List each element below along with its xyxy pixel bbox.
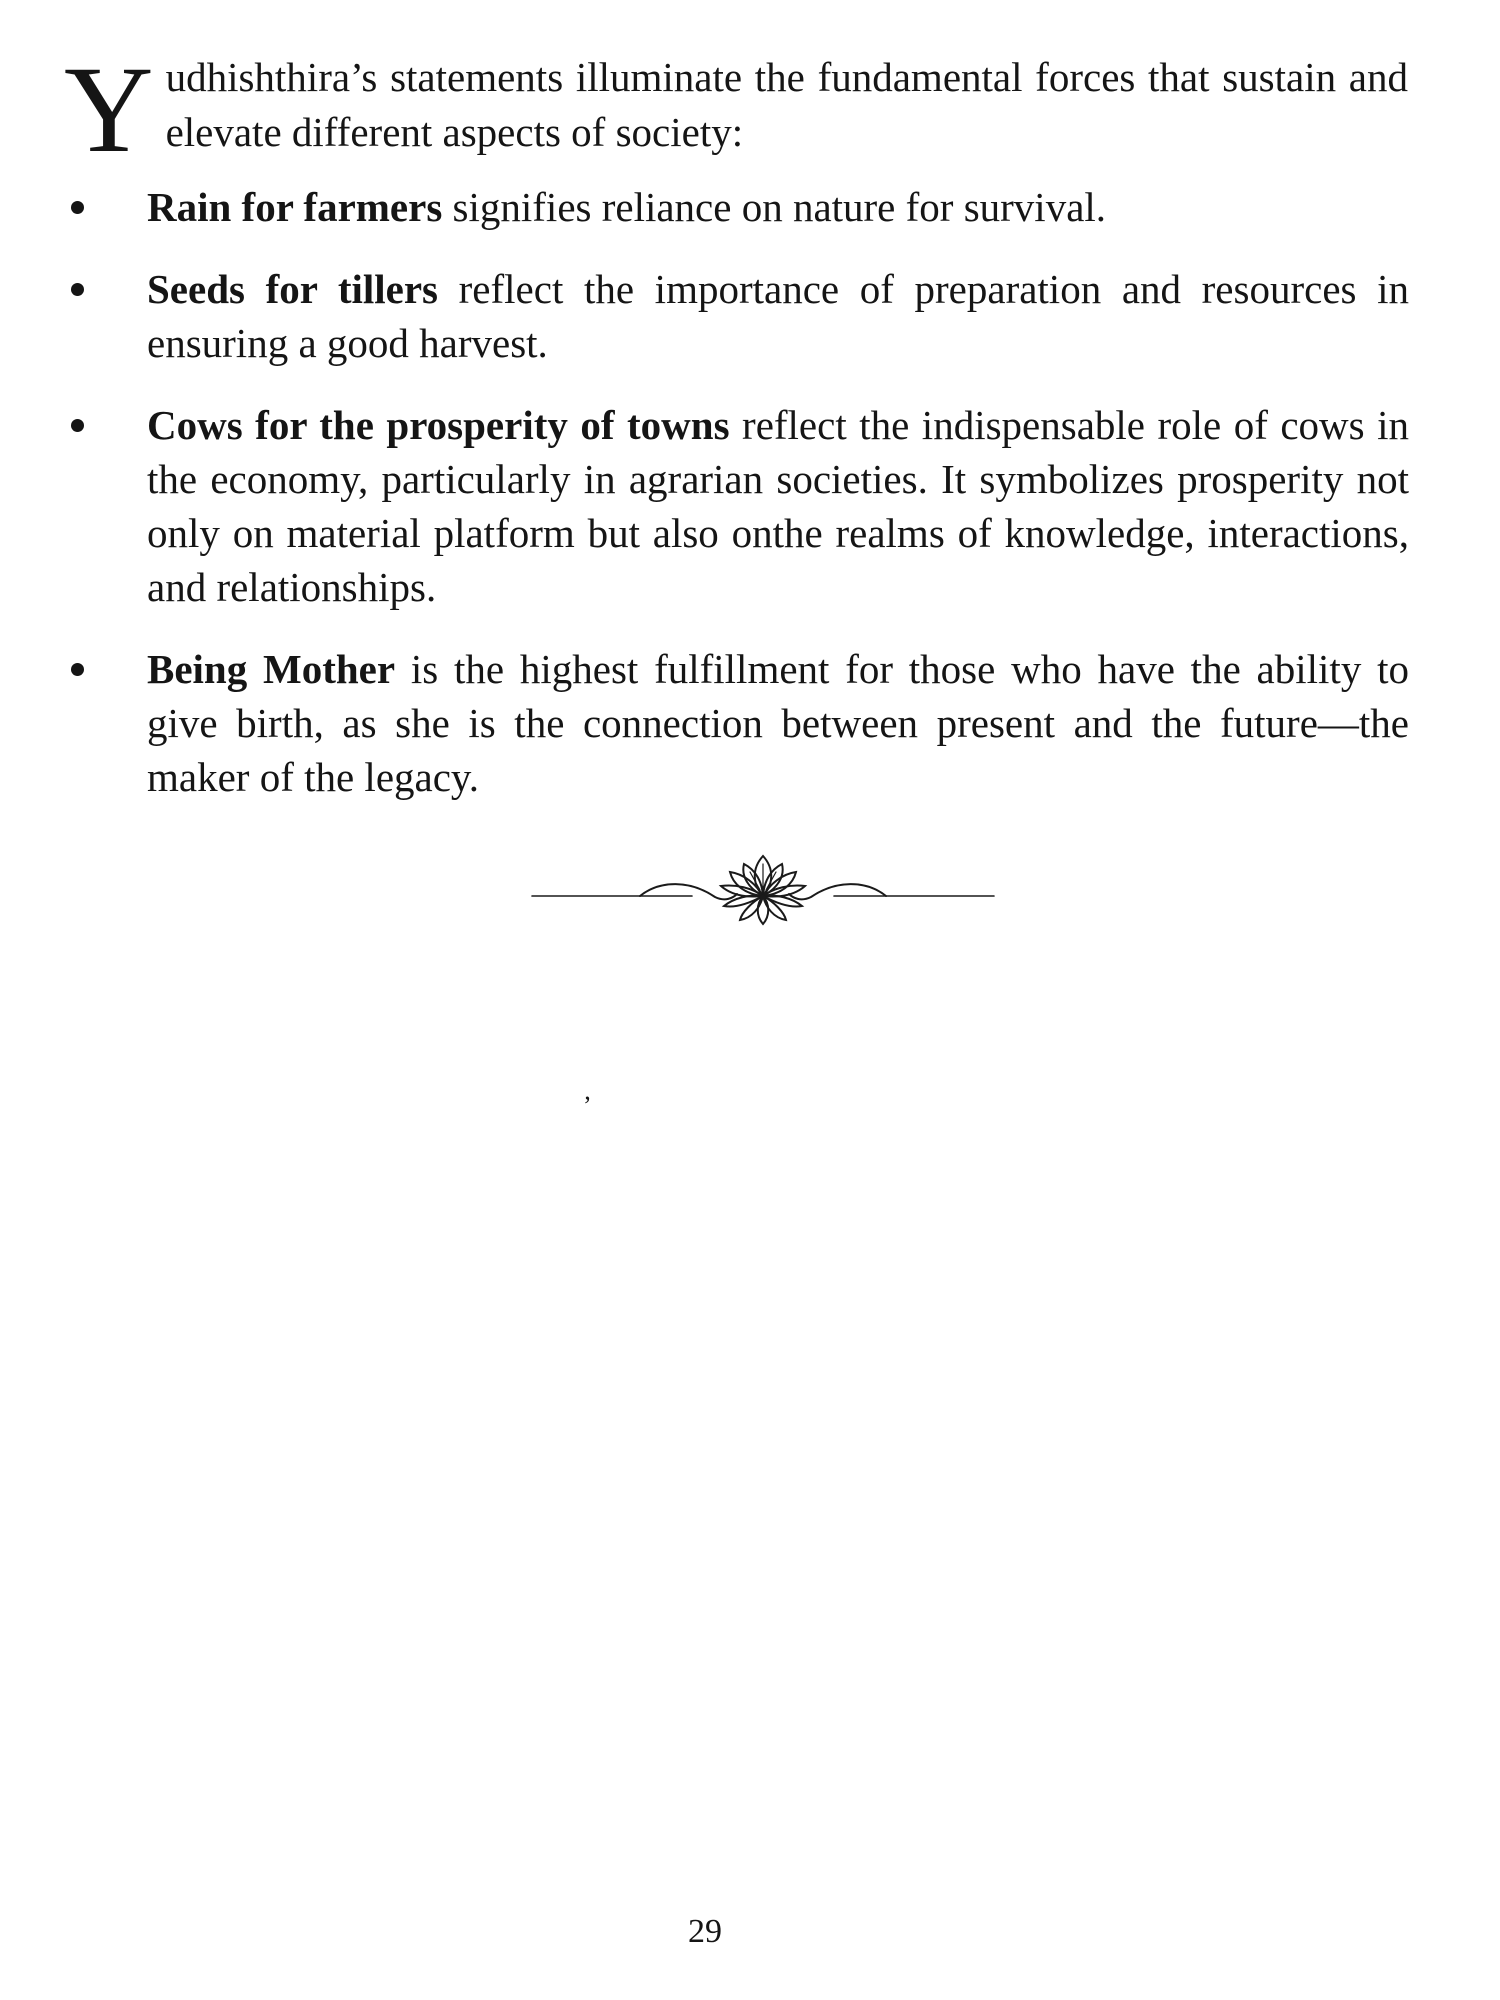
bullet-dot-icon bbox=[71, 419, 84, 432]
list-item bbox=[147, 180, 1409, 234]
bullet-text: reflect the indispensable role of cows in the economy, particularly in agrarian societies. It symbolizes prosperity not only on material platform but also onthe realms of knowledge, interactions, and relationships. bbox=[147, 402, 1409, 610]
bullet-text: is the highest fulfillment for those who have the ability to give birth, as she is the connection between present and the future—the maker of the legacy. bbox=[147, 646, 1409, 800]
stray-mark: ’ bbox=[583, 1091, 592, 1120]
bullet-dot-icon bbox=[71, 201, 84, 214]
bullet-dot-icon bbox=[71, 283, 84, 296]
list-item bbox=[147, 642, 1409, 804]
drop-cap: Y bbox=[64, 41, 154, 178]
bullet-list bbox=[0, 180, 1500, 832]
bullet-dot-icon bbox=[71, 663, 84, 676]
intro-paragraph bbox=[64, 41, 1408, 178]
bullet-heading: Seeds for tillers bbox=[147, 266, 439, 312]
bullet-text: reflect the importance of preparation and resources in ensuring a good harvest. bbox=[147, 266, 1409, 366]
bullet-heading: Cows for the prosperity of towns bbox=[147, 402, 730, 448]
list-item bbox=[147, 398, 1409, 614]
bullet-text: signifies reliance on nature for survival. bbox=[442, 184, 1107, 230]
list-item bbox=[147, 262, 1409, 370]
bullet-heading: Being Mother bbox=[147, 646, 396, 692]
lotus-divider-icon bbox=[530, 850, 996, 930]
bullet-heading: Rain for farmers bbox=[147, 184, 443, 230]
intro-text: udhishthira’s statements illuminate the fundamental forces that sustain and elevate different aspects of society: bbox=[165, 54, 1408, 155]
page-number: 29 bbox=[688, 1913, 722, 1950]
